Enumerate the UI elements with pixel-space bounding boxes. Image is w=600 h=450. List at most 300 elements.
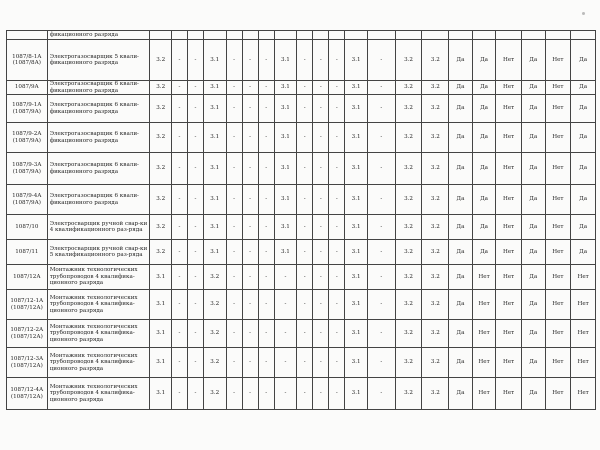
value-cell: 3.2 xyxy=(150,215,171,240)
value-cell: - xyxy=(171,185,187,215)
value-cell: - xyxy=(171,378,187,410)
table-row xyxy=(7,215,596,240)
value-cell: - xyxy=(171,290,187,320)
code-cell: 1087/12-3А (1087/12А) xyxy=(7,348,48,378)
value-cell: - xyxy=(226,240,242,265)
value-cell: - xyxy=(226,153,242,185)
value-cell: - xyxy=(274,320,296,348)
value-cell: Нет xyxy=(472,320,496,348)
value-cell: Нет xyxy=(545,81,571,95)
value-cell: - xyxy=(313,40,329,81)
value-cell: - xyxy=(367,81,395,95)
value-cell: - xyxy=(258,348,274,378)
value-cell: - xyxy=(258,378,274,410)
value-cell: 3.2 xyxy=(204,348,226,378)
value-cell: - xyxy=(226,348,242,378)
value-cell: 3.1 xyxy=(150,320,171,348)
value-cell: Да xyxy=(571,123,596,153)
value-cell: Нет xyxy=(496,290,522,320)
value-cell: 3.2 xyxy=(204,265,226,290)
value-cell: - xyxy=(329,40,345,81)
value-cell: Нет xyxy=(472,348,496,378)
value-cell: Нет xyxy=(496,320,522,348)
value-cell: - xyxy=(187,215,203,240)
profession-cell: Электрогазосварщик 6 квали-фикационного разряда xyxy=(47,95,150,123)
value-cell: 3.2 xyxy=(422,185,449,215)
value-cell: - xyxy=(171,265,187,290)
value-cell: Да xyxy=(449,123,473,153)
table-row xyxy=(7,320,596,348)
value-cell: 3.2 xyxy=(395,290,422,320)
value-cell: 3.1 xyxy=(274,40,296,81)
value-cell: - xyxy=(329,348,345,378)
value-cell: 3.1 xyxy=(274,123,296,153)
page-speck xyxy=(582,12,585,15)
table-row xyxy=(7,81,596,95)
code-cell: 1087/11 xyxy=(7,240,48,265)
value-cell: Нет xyxy=(496,348,522,378)
value-cell: - xyxy=(171,215,187,240)
table-row xyxy=(7,95,596,123)
value-cell: - xyxy=(329,290,345,320)
value-cell: Да xyxy=(449,95,473,123)
profession-cell: Электрогазосварщик 6 квали-фикационного разряда xyxy=(47,81,150,95)
value-cell: Нет xyxy=(545,378,571,410)
value-cell: 3.1 xyxy=(345,290,367,320)
value-cell: - xyxy=(367,290,395,320)
value-cell: - xyxy=(297,95,313,123)
value-cell: 3.2 xyxy=(150,81,171,95)
value-cell: Да xyxy=(449,40,473,81)
value-cell: Да xyxy=(521,153,545,185)
table-row xyxy=(7,378,596,410)
value-cell: - xyxy=(258,265,274,290)
profession-cell: Монтажник технологических трубопроводов 4 квалифика-ционного разряда xyxy=(47,265,150,290)
table-row xyxy=(7,240,596,265)
profession-cell: фикационного разряда xyxy=(47,31,150,40)
value-cell: 3.1 xyxy=(204,240,226,265)
value-cell: Да xyxy=(521,378,545,410)
value-cell: - xyxy=(258,185,274,215)
value-cell: Да xyxy=(521,185,545,215)
data-table xyxy=(6,30,596,410)
profession-cell: Монтажник технологических трубопроводов 4 квалифика-ционного разряда xyxy=(47,348,150,378)
value-cell: Нет xyxy=(545,153,571,185)
value-cell: 3.2 xyxy=(395,123,422,153)
table-row xyxy=(7,290,596,320)
profession-cell: Электросварщик ручной свар-ки 5 квалификационного раз-ряда xyxy=(47,240,150,265)
value-cell: 3.2 xyxy=(422,81,449,95)
value-cell: 3.2 xyxy=(422,40,449,81)
value-cell: - xyxy=(187,265,203,290)
table-row xyxy=(7,348,596,378)
value-cell: - xyxy=(226,290,242,320)
value-cell: 3.2 xyxy=(395,215,422,240)
value-cell: 3.2 xyxy=(150,153,171,185)
value-cell: - xyxy=(187,123,203,153)
value-cell: 3.1 xyxy=(204,95,226,123)
value-cell: - xyxy=(187,81,203,95)
value-cell: - xyxy=(187,348,203,378)
value-cell: - xyxy=(226,215,242,240)
code-cell: 1087/10 xyxy=(7,215,48,240)
value-cell: - xyxy=(171,40,187,81)
value-cell: 3.1 xyxy=(345,153,367,185)
value-cell: Да xyxy=(449,320,473,348)
value-cell: 3.1 xyxy=(204,40,226,81)
value-cell: Да xyxy=(571,215,596,240)
value-cell: - xyxy=(226,95,242,123)
value-cell: Нет xyxy=(496,215,522,240)
value-cell: Нет xyxy=(545,240,571,265)
value-cell: - xyxy=(226,378,242,410)
profession-cell: Электрогазосварщик 6 квали-фикационного разряда xyxy=(47,185,150,215)
value-cell: 3.1 xyxy=(204,123,226,153)
profession-cell: Монтажник технологических трубопроводов 4 квалифика-ционного разряда xyxy=(47,290,150,320)
value-cell: - xyxy=(242,123,258,153)
value-cell: - xyxy=(242,95,258,123)
value-cell: 3.1 xyxy=(150,348,171,378)
value-cell: - xyxy=(187,95,203,123)
value-cell: - xyxy=(242,81,258,95)
value-cell: Да xyxy=(571,153,596,185)
value-cell: 3.2 xyxy=(422,290,449,320)
value-cell: - xyxy=(274,290,296,320)
value-cell: 3.1 xyxy=(274,153,296,185)
value-cell: - xyxy=(329,153,345,185)
code-cell: 1087/9А xyxy=(7,81,48,95)
value-cell: 3.1 xyxy=(274,81,296,95)
value-cell: 3.1 xyxy=(345,348,367,378)
profession-cell: Монтажник технологических трубопроводов 4 квалифика-ционного разряда xyxy=(47,320,150,348)
value-cell: 3.1 xyxy=(345,185,367,215)
value-cell: 3.1 xyxy=(204,81,226,95)
value-cell: Да xyxy=(521,240,545,265)
value-cell: - xyxy=(297,320,313,348)
value-cell: Нет xyxy=(545,123,571,153)
value-cell: - xyxy=(367,95,395,123)
value-cell: - xyxy=(242,290,258,320)
value-cell: - xyxy=(242,153,258,185)
value-cell: - xyxy=(171,81,187,95)
value-cell: - xyxy=(226,123,242,153)
value-cell: 3.2 xyxy=(150,95,171,123)
value-cell: 3.2 xyxy=(395,95,422,123)
value-cell: Нет xyxy=(545,320,571,348)
value-cell: Да xyxy=(521,95,545,123)
value-cell: - xyxy=(367,153,395,185)
code-cell: 1087/9-2А (1087/9А) xyxy=(7,123,48,153)
value-cell: 3.1 xyxy=(150,290,171,320)
value-cell: 3.2 xyxy=(204,320,226,348)
value-cell: Да xyxy=(449,265,473,290)
value-cell: - xyxy=(329,215,345,240)
value-cell: - xyxy=(242,348,258,378)
value-cell: - xyxy=(297,153,313,185)
value-cell: Да xyxy=(472,185,496,215)
value-cell: Нет xyxy=(496,81,522,95)
value-cell: 3.1 xyxy=(345,123,367,153)
value-cell: Да xyxy=(472,40,496,81)
value-cell: 3.2 xyxy=(395,153,422,185)
table-row xyxy=(7,153,596,185)
table-row xyxy=(7,40,596,81)
value-cell: - xyxy=(187,40,203,81)
value-cell: - xyxy=(297,81,313,95)
value-cell: Нет xyxy=(496,40,522,81)
value-cell: - xyxy=(367,185,395,215)
value-cell: Нет xyxy=(545,265,571,290)
code-cell: 1087/12-1А (1087/12А) xyxy=(7,290,48,320)
value-cell: Нет xyxy=(571,265,596,290)
value-cell: Да xyxy=(472,95,496,123)
value-cell: - xyxy=(367,240,395,265)
value-cell: - xyxy=(329,320,345,348)
value-cell: Да xyxy=(521,40,545,81)
value-cell: 3.2 xyxy=(422,215,449,240)
value-cell: - xyxy=(297,185,313,215)
value-cell: Да xyxy=(521,290,545,320)
profession-cell: Электрогазосварщик 5 квали-фикационного разряда xyxy=(47,40,150,81)
value-cell: - xyxy=(297,378,313,410)
value-cell: - xyxy=(329,378,345,410)
value-cell: Да xyxy=(449,378,473,410)
value-cell: Нет xyxy=(496,185,522,215)
value-cell: Да xyxy=(472,215,496,240)
value-cell: Да xyxy=(449,348,473,378)
value-cell: 3.1 xyxy=(204,215,226,240)
value-cell: 3.1 xyxy=(204,185,226,215)
value-cell: - xyxy=(258,40,274,81)
value-cell: Да xyxy=(472,240,496,265)
value-cell: - xyxy=(171,123,187,153)
value-cell: Нет xyxy=(496,265,522,290)
value-cell: - xyxy=(329,265,345,290)
value-cell: Да xyxy=(521,215,545,240)
value-cell: - xyxy=(313,378,329,410)
value-cell: Да xyxy=(521,320,545,348)
value-cell: - xyxy=(226,320,242,348)
value-cell: 3.2 xyxy=(150,185,171,215)
value-cell: 3.2 xyxy=(395,348,422,378)
value-cell: - xyxy=(171,153,187,185)
value-cell: 3.2 xyxy=(422,348,449,378)
value-cell: - xyxy=(258,153,274,185)
value-cell: Нет xyxy=(496,240,522,265)
value-cell: - xyxy=(313,81,329,95)
value-cell: 3.2 xyxy=(395,185,422,215)
value-cell: Да xyxy=(571,81,596,95)
value-cell: - xyxy=(367,215,395,240)
value-cell: - xyxy=(297,265,313,290)
value-cell: Да xyxy=(571,95,596,123)
code-cell: 1087/9-3А (1087/9А) xyxy=(7,153,48,185)
value-cell: - xyxy=(171,320,187,348)
value-cell: - xyxy=(367,348,395,378)
value-cell: Нет xyxy=(496,123,522,153)
value-cell: - xyxy=(297,123,313,153)
value-cell: 3.1 xyxy=(345,240,367,265)
value-cell: Да xyxy=(571,40,596,81)
value-cell: Да xyxy=(472,81,496,95)
value-cell: Да xyxy=(521,123,545,153)
value-cell: Да xyxy=(521,265,545,290)
value-cell: 3.1 xyxy=(204,153,226,185)
value-cell: Нет xyxy=(472,378,496,410)
value-cell: 3.1 xyxy=(274,240,296,265)
value-cell: 3.2 xyxy=(422,378,449,410)
value-cell: - xyxy=(329,123,345,153)
value-cell: Да xyxy=(449,215,473,240)
value-cell: - xyxy=(187,153,203,185)
value-cell: Нет xyxy=(496,378,522,410)
value-cell: - xyxy=(329,240,345,265)
value-cell: 3.2 xyxy=(422,153,449,185)
value-cell: - xyxy=(242,215,258,240)
value-cell: 3.2 xyxy=(422,240,449,265)
value-cell: 3.1 xyxy=(345,265,367,290)
value-cell: - xyxy=(242,378,258,410)
table-row-partial xyxy=(7,31,596,40)
code-cell: 1087/12-2А (1087/12А) xyxy=(7,320,48,348)
code-cell: 1087/9-1А (1087/9А) xyxy=(7,95,48,123)
value-cell: Нет xyxy=(472,290,496,320)
value-cell: - xyxy=(313,320,329,348)
value-cell: Да xyxy=(521,81,545,95)
value-cell: - xyxy=(258,95,274,123)
value-cell: 3.2 xyxy=(395,265,422,290)
value-cell: - xyxy=(329,185,345,215)
value-cell: Нет xyxy=(571,378,596,410)
value-cell: 3.2 xyxy=(150,40,171,81)
value-cell: - xyxy=(297,215,313,240)
value-cell: - xyxy=(258,81,274,95)
value-cell: - xyxy=(313,95,329,123)
value-cell: Да xyxy=(571,185,596,215)
value-cell: - xyxy=(258,240,274,265)
value-cell: - xyxy=(274,348,296,378)
value-cell: Да xyxy=(472,123,496,153)
value-cell: Да xyxy=(449,81,473,95)
value-cell: 3.1 xyxy=(345,40,367,81)
table-row xyxy=(7,265,596,290)
value-cell: - xyxy=(171,240,187,265)
profession-cell: Электрогазосварщик 6 квали-фикационного разряда xyxy=(47,153,150,185)
value-cell: 3.1 xyxy=(274,215,296,240)
value-cell: - xyxy=(258,290,274,320)
code-cell: 1087/12А xyxy=(7,265,48,290)
value-cell: Нет xyxy=(496,153,522,185)
value-cell: - xyxy=(187,320,203,348)
value-cell: Да xyxy=(449,185,473,215)
value-cell: - xyxy=(242,265,258,290)
value-cell: - xyxy=(297,40,313,81)
value-cell: Да xyxy=(571,240,596,265)
value-cell: 3.2 xyxy=(422,320,449,348)
value-cell: - xyxy=(187,290,203,320)
value-cell: 3.2 xyxy=(150,240,171,265)
value-cell: - xyxy=(313,185,329,215)
value-cell: - xyxy=(258,320,274,348)
value-cell: - xyxy=(226,81,242,95)
value-cell: 3.2 xyxy=(422,95,449,123)
value-cell: - xyxy=(297,348,313,378)
value-cell: 3.1 xyxy=(345,378,367,410)
value-cell: 3.1 xyxy=(345,320,367,348)
value-cell: Нет xyxy=(545,348,571,378)
value-cell: - xyxy=(242,320,258,348)
value-cell: 3.2 xyxy=(395,320,422,348)
value-cell: - xyxy=(187,378,203,410)
table-row xyxy=(7,185,596,215)
profession-cell: Электросварщик ручной свар-ки 4 квалификационного раз-ряда xyxy=(47,215,150,240)
value-cell: 3.1 xyxy=(274,185,296,215)
value-cell: - xyxy=(367,378,395,410)
code-cell: 1087/12-4А (1087/12А) xyxy=(7,378,48,410)
value-cell: Нет xyxy=(472,265,496,290)
value-cell: Нет xyxy=(571,320,596,348)
value-cell: 3.1 xyxy=(345,95,367,123)
value-cell: - xyxy=(313,240,329,265)
value-cell: Да xyxy=(472,153,496,185)
value-cell: - xyxy=(367,320,395,348)
value-cell: Да xyxy=(449,290,473,320)
value-cell: Нет xyxy=(545,95,571,123)
value-cell: Нет xyxy=(571,290,596,320)
value-cell: - xyxy=(171,95,187,123)
value-cell: - xyxy=(313,265,329,290)
value-cell: Нет xyxy=(571,348,596,378)
value-cell: - xyxy=(226,265,242,290)
value-cell: - xyxy=(274,265,296,290)
value-cell: - xyxy=(242,185,258,215)
value-cell: Нет xyxy=(545,185,571,215)
value-cell: - xyxy=(187,185,203,215)
value-cell: - xyxy=(329,95,345,123)
value-cell: - xyxy=(313,290,329,320)
value-cell: - xyxy=(171,348,187,378)
value-cell: - xyxy=(297,290,313,320)
value-cell: 3.2 xyxy=(204,378,226,410)
value-cell: - xyxy=(258,215,274,240)
value-cell: - xyxy=(367,40,395,81)
value-cell: Нет xyxy=(545,290,571,320)
value-cell: - xyxy=(329,81,345,95)
code-cell xyxy=(7,31,48,40)
value-cell: 3.2 xyxy=(395,81,422,95)
value-cell: Нет xyxy=(496,95,522,123)
value-cell: 3.1 xyxy=(345,81,367,95)
value-cell: - xyxy=(274,378,296,410)
value-cell: Нет xyxy=(545,215,571,240)
value-cell: - xyxy=(313,123,329,153)
value-cell: - xyxy=(297,240,313,265)
value-cell: 3.2 xyxy=(422,123,449,153)
value-cell: - xyxy=(226,40,242,81)
value-cell: 3.1 xyxy=(150,265,171,290)
value-cell: - xyxy=(313,153,329,185)
profession-cell: Электрогазосварщик 6 квали-фикационного разряда xyxy=(47,123,150,153)
code-cell: 1087/9-4А (1087/9А) xyxy=(7,185,48,215)
value-cell: - xyxy=(313,348,329,378)
value-cell: - xyxy=(367,265,395,290)
value-cell: 3.2 xyxy=(395,240,422,265)
value-cell: 3.1 xyxy=(150,378,171,410)
value-cell: Да xyxy=(449,153,473,185)
value-cell: 3.2 xyxy=(395,40,422,81)
value-cell: 3.2 xyxy=(395,378,422,410)
value-cell: - xyxy=(258,123,274,153)
